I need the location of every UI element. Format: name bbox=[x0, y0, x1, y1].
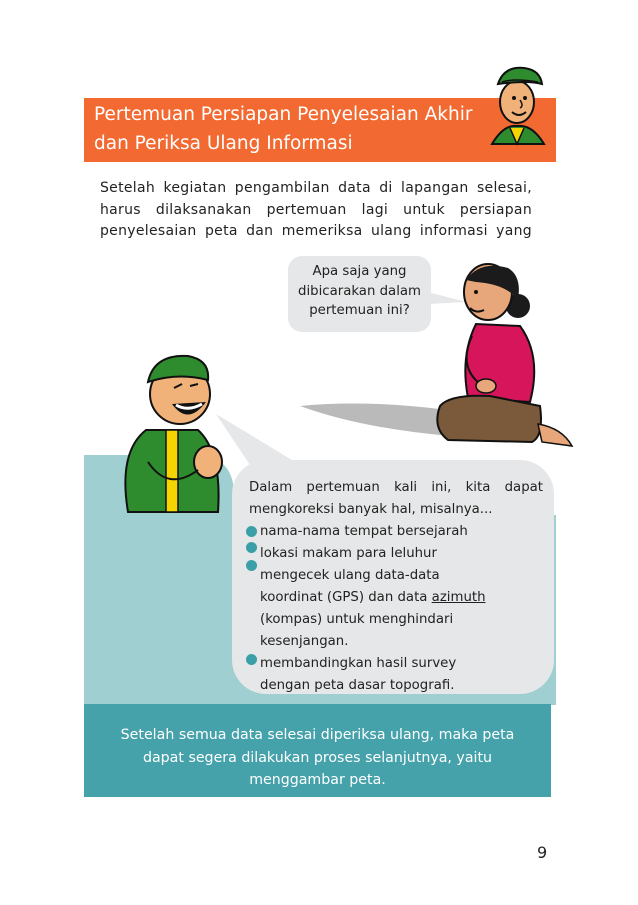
list-item-continued: (kompas) untuk menghindari bbox=[260, 612, 454, 627]
man-answer-intro: Dalam pertemuan kali ini, kita dapat bbox=[249, 480, 543, 495]
title-line-1: Pertemuan Persiapan Penyelesaian Akhir bbox=[94, 104, 473, 125]
intro-line: Setelah kegiatan pengambilan data di lapangan selesai, bbox=[100, 180, 532, 196]
list-item: nama-nama tempat bersejarah bbox=[260, 524, 468, 539]
summary-line: dapat segera dilakukan proses selanjutnya, yaitu bbox=[142, 749, 493, 766]
man-illustration bbox=[118, 352, 230, 522]
man-answer-intro: mengkoreksi banyak hal, misalnya... bbox=[249, 502, 493, 517]
summary-text bbox=[94, 724, 541, 792]
woman-question-line: Apa saja yang bbox=[312, 264, 407, 279]
intro-paragraph bbox=[100, 178, 532, 243]
woman-illustration bbox=[300, 256, 580, 456]
list-item: membandingkan hasil survey bbox=[260, 656, 457, 671]
summary-line: Setelah semua data selesai diperiksa ulang, maka peta bbox=[120, 727, 515, 743]
list-item-continued: kesenjangan. bbox=[260, 634, 349, 649]
list-item: mengecek ulang data-data bbox=[260, 568, 440, 583]
title-line-2: dan Periksa Ulang Informasi bbox=[94, 133, 353, 154]
intro-line: harus dilaksanakan pertemuan lagi untuk persiapan bbox=[100, 201, 532, 218]
page-number: 9 bbox=[537, 843, 548, 862]
list-item-continued bbox=[249, 587, 543, 609]
list-item-continued: dengan peta dasar topografi. bbox=[260, 678, 455, 693]
man-answer bbox=[249, 477, 543, 697]
woman-question-line: pertemuan ini? bbox=[309, 303, 410, 318]
azimuth-term: azimuth bbox=[431, 590, 486, 605]
list-item-text: koordinat (GPS) dan data bbox=[260, 590, 432, 605]
list-item: lokasi makam para leluhur bbox=[260, 546, 437, 561]
boy-head-illustration bbox=[484, 62, 550, 152]
intro-line: penyelesaian peta dan memeriksa ulang informasi yang bbox=[100, 223, 532, 239]
summary-line: menggambar peta. bbox=[249, 772, 386, 788]
woman-question-line: dibicarakan dalam bbox=[298, 283, 421, 299]
